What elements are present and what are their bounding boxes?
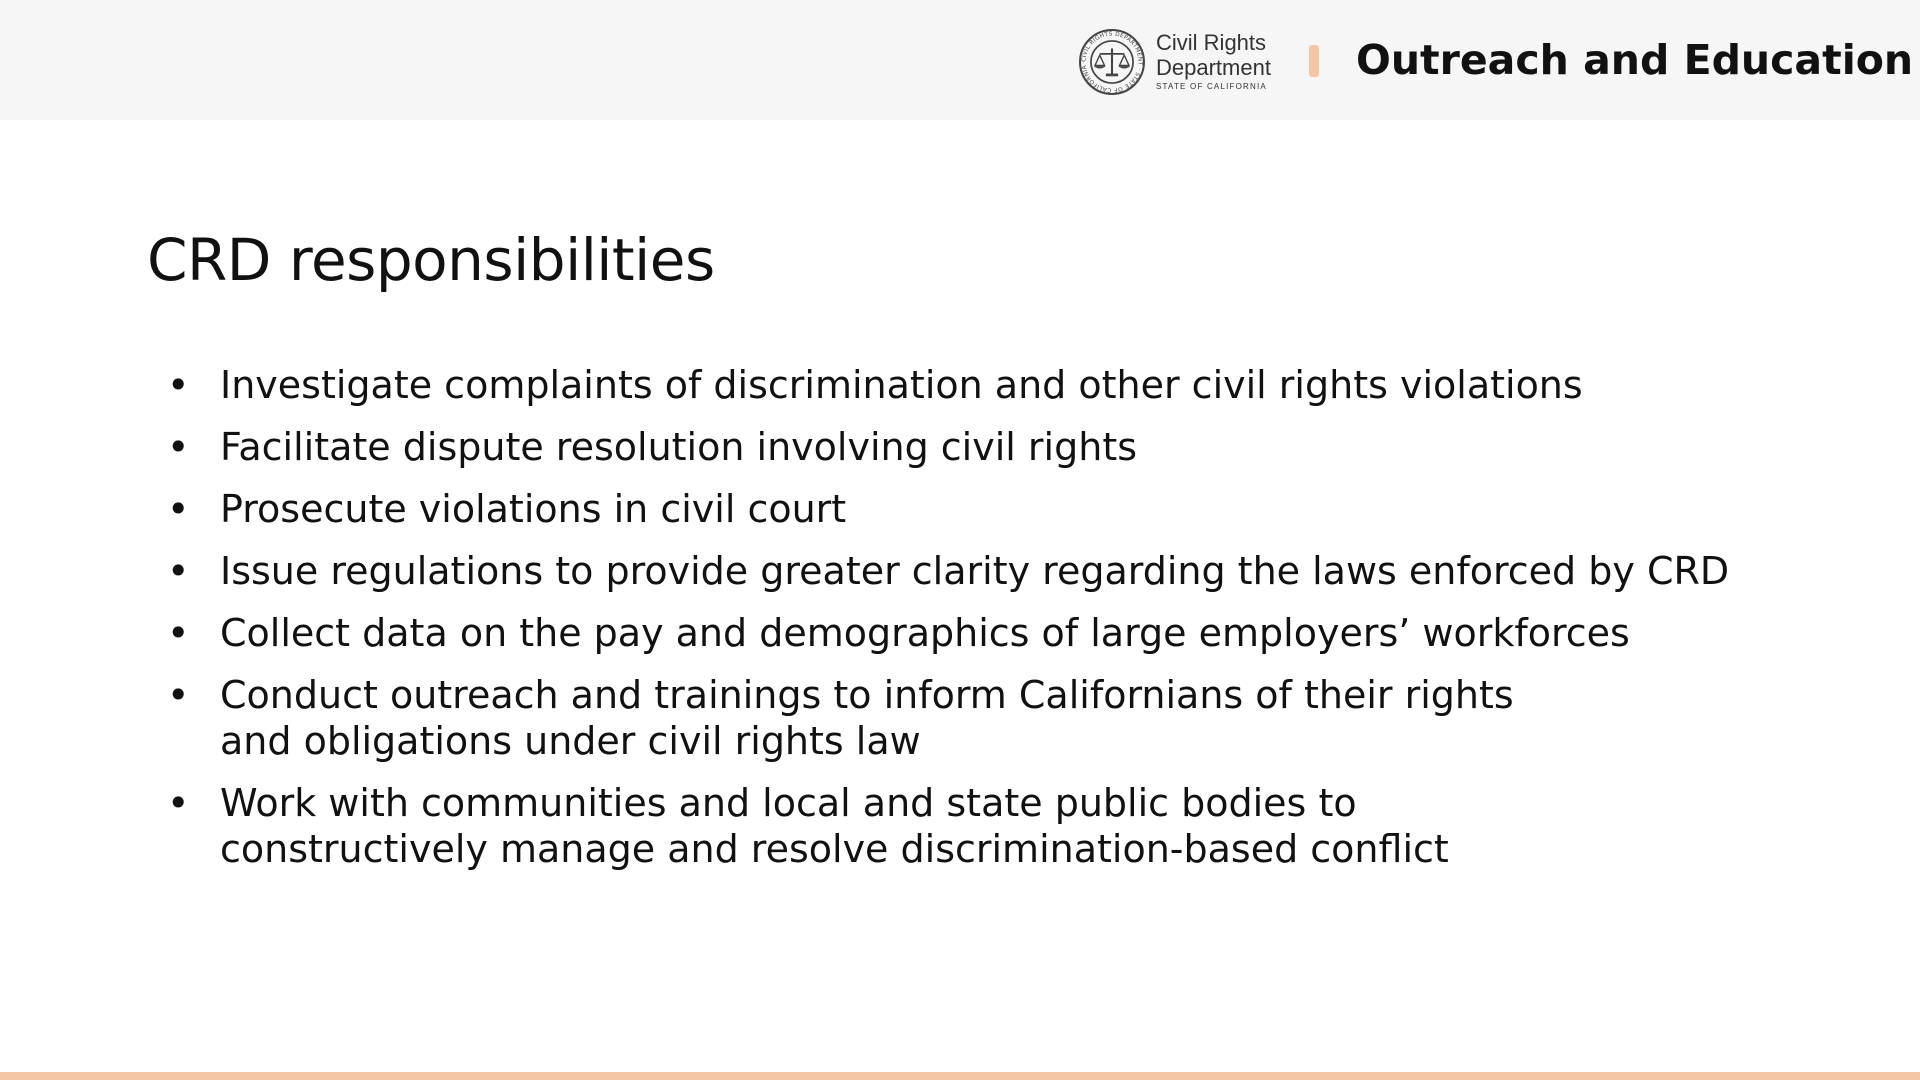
- bullet-point-icon: •: [167, 611, 190, 655]
- bullet-point-icon: •: [167, 673, 190, 717]
- list-item-text: Issue regulations to provide greater clarity regarding the laws enforced by CRD: [220, 549, 1730, 593]
- department-name-line2: Department: [1156, 55, 1271, 80]
- seal-ring-text: CIVIL RIGHTS DEPARTMENT · STATE OF CALIFORNIA: [1081, 31, 1143, 93]
- list-item-text: Prosecute violations in civil court: [220, 487, 847, 531]
- department-wordmark: [1156, 30, 1271, 91]
- bullet-point-icon: •: [167, 425, 190, 469]
- footer-accent-bar: [0, 1072, 1920, 1080]
- department-state-subline: STATE OF CALIFORNIA: [1156, 82, 1267, 91]
- section-title: Outreach and Education: [1356, 36, 1914, 84]
- list-item-text: Investigate complaints of discrimination and other civil rights violations: [220, 363, 1583, 407]
- list-item: [0, 780, 1920, 872]
- list-item-text: Facilitate dispute resolution involving civil rights: [220, 425, 1138, 469]
- list-item-text: Work with communities and local and state public bodies to: [220, 781, 1357, 825]
- list-item: [0, 610, 1920, 656]
- department-name-line1: Civil Rights: [1156, 30, 1267, 55]
- slide-header: [0, 0, 1920, 120]
- bullet-point-icon: •: [167, 781, 190, 825]
- list-item: [0, 672, 1920, 764]
- list-item: [0, 424, 1920, 470]
- bullet-point-icon: •: [167, 363, 190, 407]
- list-item-text: Collect data on the pay and demographics of large employers’ workforces: [220, 611, 1630, 655]
- responsibilities-list: [0, 362, 1920, 888]
- header-divider-bar: [1309, 45, 1319, 77]
- list-item: [0, 548, 1920, 594]
- list-item: [0, 486, 1920, 532]
- bullet-point-icon: •: [167, 549, 190, 593]
- list-item-text: Conduct outreach and trainings to inform Californians of their rights: [220, 673, 1514, 717]
- page-title: CRD responsibilities: [147, 226, 715, 294]
- scales-of-justice-seal-icon: [1078, 28, 1146, 96]
- list-item-text: and obligations under civil rights law: [220, 719, 921, 763]
- list-item-text: constructively manage and resolve discrimination-based conflict: [220, 827, 1449, 871]
- bullet-point-icon: •: [167, 487, 190, 531]
- list-item: [0, 362, 1920, 408]
